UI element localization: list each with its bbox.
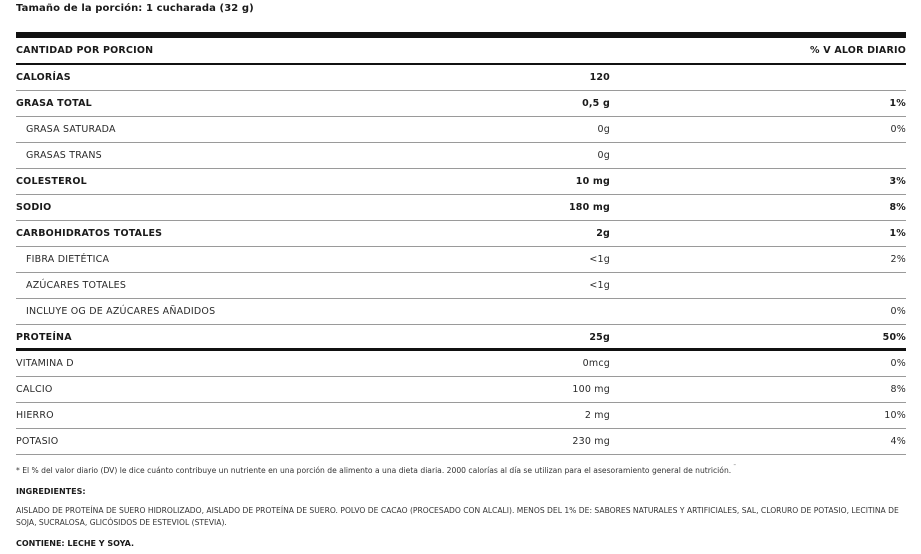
nutrient-amount: <1g [589, 280, 610, 291]
ingredients-title: INGREDIENTES: [16, 487, 86, 496]
nutrient-row-sodium [16, 195, 906, 221]
vitamin-amount: 230 mg [572, 436, 610, 447]
nutrient-row-cholesterol [16, 169, 906, 195]
vitamin-amount: 0mcg [582, 358, 610, 369]
nutrient-row-total-fat [16, 91, 906, 117]
header-amount-label: CANTIDAD POR PORCION [16, 45, 154, 56]
vitamin-amount: 100 mg [572, 384, 610, 395]
nutrient-dv: 1% [889, 98, 906, 109]
nutrient-label: CARBOHIDRATOS TOTALES [16, 228, 163, 239]
vitamins-table [16, 351, 906, 455]
nutrition-table [16, 38, 906, 351]
nutrient-amount: 0g [597, 150, 610, 161]
nutrient-dv: 2% [890, 254, 906, 265]
nutrient-dv: 0% [890, 306, 906, 317]
nutrient-amount: 0,5 g [582, 98, 610, 109]
vitamin-amount: 2 mg [584, 410, 610, 421]
nutrient-label: CALORÍAS [16, 72, 71, 83]
nutrient-amount: 180 mg [568, 202, 610, 213]
nutrient-amount: 120 [589, 72, 610, 83]
vitamin-row-iron [16, 403, 906, 429]
vitamin-row-potassium [16, 429, 906, 455]
nutrient-label: GRASA TOTAL [16, 98, 92, 109]
nutrient-dv: 0% [890, 124, 906, 135]
nutrient-label: AZÚCARES TOTALES [26, 280, 127, 291]
nutrient-amount: 25g [589, 332, 610, 343]
nutrient-dv: 8% [889, 202, 906, 213]
vitamin-row-calcium [16, 377, 906, 403]
nutrient-row-trans-fat [16, 143, 906, 169]
serving-size: Tamaño de la porción: 1 cucharada (32 g) [16, 3, 254, 14]
nutrient-row-total-carbs [16, 221, 906, 247]
vitamin-dv: 0% [890, 358, 906, 369]
nutrient-row-dietary-fiber [16, 247, 906, 273]
nutrient-dv: 3% [889, 176, 906, 187]
vitamin-label: HIERRO [16, 410, 54, 421]
nutrient-amount: 2g [596, 228, 610, 239]
nutrient-label: GRASAS TRANS [26, 150, 102, 161]
nutrient-label: INCLUYE OG DE AZÚCARES AÑADIDOS [26, 306, 216, 317]
vitamin-row-vitamin-d [16, 351, 906, 377]
decorative-mark: ˍ [733, 458, 737, 466]
vitamin-dv: 10% [884, 410, 906, 421]
header-dv-label: % V ALOR DIARIO [810, 45, 906, 56]
nutrient-row-saturated-fat [16, 117, 906, 143]
nutrient-row-total-sugars [16, 273, 906, 299]
vitamin-label: VITAMINA D [16, 358, 74, 369]
daily-value-footnote: * El % del valor diario (DV) le dice cuánto contribuye un nutriente en una porción de alimento a una dieta diaria. 2000 calorías al día se utilizan para el asesoramiento general de nutrición. [16, 466, 732, 475]
nutrient-label: PROTEÍNA [16, 332, 72, 343]
nutrient-label: SODIO [16, 202, 52, 213]
nutrient-row-added-sugars [16, 299, 906, 325]
nutrient-amount: <1g [589, 254, 610, 265]
nutrient-row-calories [16, 65, 906, 91]
nutrient-label: FIBRA DIETÉTICA [26, 254, 110, 265]
nutrient-label: COLESTEROL [16, 176, 87, 187]
nutrient-dv: 50% [882, 332, 906, 343]
allergen-statement: CONTIENE: LECHE Y SOYA. [16, 539, 135, 548]
nutrient-amount: 0g [597, 124, 610, 135]
vitamin-label: CALCIO [16, 384, 53, 395]
vitamin-label: POTASIO [16, 436, 59, 447]
vitamin-dv: 8% [890, 384, 906, 395]
table-header [16, 38, 906, 65]
nutrient-label: GRASA SATURADA [26, 124, 116, 135]
nutrient-dv: 1% [889, 228, 906, 239]
ingredients-text: AISLADO DE PROTEÍNA DE SUERO HIDROLIZADO, AISLADO DE PROTEÍNA DE SUERO. POLVO DE CACAO (PROCESADO CON ALCALI). MENOS DEL 1% DE: SABORES NATURALES Y ARTIFICIALES, SAL, CLORURO DE POTASIO, LECITINA DE SOJA, SUCRALOSA, GLICÓSIDOS DE ESTEVIOL (STEVIA). [16, 506, 899, 527]
nutrient-amount: 10 mg [575, 176, 610, 187]
vitamin-dv: 4% [890, 436, 906, 447]
